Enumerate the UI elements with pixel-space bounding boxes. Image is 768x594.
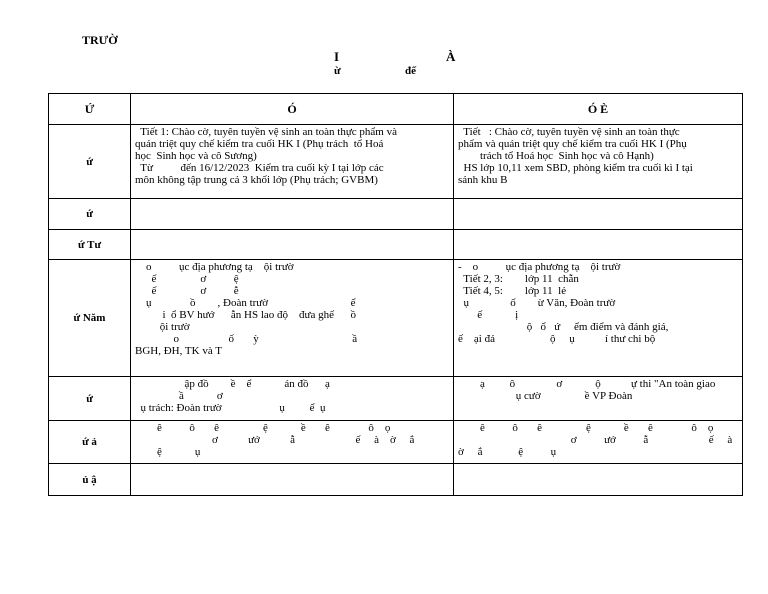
date-range-left: ừ xyxy=(334,65,341,77)
day-cell: ủ ậ xyxy=(49,464,131,496)
cell-line: ụ trách: Đoàn trườ ụ ể ụ xyxy=(135,402,326,414)
cell-line: ụ ồ , Đoàn trườ ể xyxy=(135,297,356,309)
cell-line: ội trườ xyxy=(135,321,190,333)
cell-line: i ổ BV hướ ẫn HS lao độ đưa ghế ồ xyxy=(135,309,357,321)
cell-line: ế ơ ễ xyxy=(135,285,239,297)
cell-line: ê ô ê ệ ề ê ô ọ xyxy=(458,422,714,434)
cell-line: ế ại đá ộ ụ í thư chi bộ xyxy=(458,333,656,345)
morning-cell xyxy=(131,377,454,421)
cell-line: Tiết 2, 3: lớp 11 chẵn xyxy=(458,273,579,285)
morning-cell xyxy=(131,260,454,377)
cell-line: ê ô ê ệ ề ê ô ọ xyxy=(135,422,391,434)
cell-line: ầ ơ xyxy=(135,390,223,402)
cell-line: ập đồ ề ể án đồ ạ xyxy=(135,378,330,390)
day-column-header: Ứ xyxy=(49,94,131,125)
cell-line: Tiết 4, 5: lớp 11 lẻ xyxy=(458,285,567,297)
cell-line: môn không tập trung cả 3 khối lớp (Phụ trách; GVBM) xyxy=(135,174,378,186)
cell-line: o ục địa phương tạ ội trườ xyxy=(135,261,294,273)
afternoon-cell xyxy=(454,421,743,464)
afternoon-cell xyxy=(454,377,743,421)
day-cell: ứ ả xyxy=(49,421,131,464)
document-title-right: À xyxy=(446,49,456,64)
table-row xyxy=(49,421,743,464)
table-row xyxy=(49,377,743,421)
table-header-row xyxy=(49,94,743,125)
afternoon-cell xyxy=(454,260,743,377)
cell-line: ệ ụ xyxy=(135,446,201,458)
cell-line: Từ đến 16/12/2023 Kiểm tra cuối kỳ I tại lớp các xyxy=(135,162,384,174)
morning-cell xyxy=(131,464,454,496)
table-row xyxy=(49,230,743,260)
day-cell: ứ xyxy=(49,125,131,199)
cell-line: trách tổ Hoá học Sinh học và cô Hạnh) xyxy=(458,150,654,162)
cell-line: ờ ắ ệ ụ xyxy=(458,446,557,458)
cell-line: ế ơ ệ xyxy=(135,273,239,285)
cell-line: sảnh khu B xyxy=(458,174,508,186)
weekly-schedule-table xyxy=(48,93,743,496)
table-row xyxy=(49,260,743,377)
afternoon-cell xyxy=(454,464,743,496)
afternoon-cell xyxy=(454,125,743,199)
afternoon-column-header: Ó È xyxy=(454,94,743,125)
table-row xyxy=(49,464,743,496)
cell-line: phẩm và quán triệt quy chế kiểm tra cuối HK I (Phụ xyxy=(458,138,687,150)
cell-line: BGH, ĐH, TK và T xyxy=(135,345,222,357)
morning-cell xyxy=(131,230,454,260)
day-cell: ứ xyxy=(49,199,131,230)
cell-line: ế ị xyxy=(458,309,519,321)
day-cell: ứ Tư xyxy=(49,230,131,260)
morning-column-header: Ó xyxy=(131,94,454,125)
cell-line: ơ ướ ẫ ế à ờ ắ xyxy=(135,434,415,446)
document-title-left: I xyxy=(334,49,340,64)
day-cell: ứ Năm xyxy=(49,260,131,377)
cell-line: quán triệt quy chế kiểm tra cuối HK I (Phụ trách tổ Hoá xyxy=(135,138,384,150)
afternoon-cell xyxy=(454,230,743,260)
morning-cell xyxy=(131,421,454,464)
morning-cell xyxy=(131,199,454,230)
table-row xyxy=(49,125,743,199)
cell-line: ạ ô ơ ộ ự thi "An toàn giao xyxy=(458,378,716,390)
cell-line: o ố ỳ ầ xyxy=(135,333,358,345)
cell-line: HS lớp 10,11 xem SBD, phòng kiểm tra cuối kì I tại xyxy=(458,162,693,174)
cell-line: học Sinh học và cô Sương) xyxy=(135,150,257,162)
morning-cell xyxy=(131,125,454,199)
table-row xyxy=(49,199,743,230)
cell-line: ụ cườ ề VP Đoàn xyxy=(458,390,633,402)
afternoon-cell xyxy=(454,199,743,230)
school-name: TRƯỜ xyxy=(82,33,118,47)
cell-line: ộ ổ ứ ểm điểm và đánh giá, xyxy=(458,321,669,333)
cell-line: ơ ướ ẫ ế à xyxy=(458,434,733,446)
cell-line: Tiết : Chào cờ, tuyên tuyền vệ sinh an toàn thực xyxy=(458,126,680,138)
cell-line: ụ ố ừ Văn, Đoàn trườ xyxy=(458,297,616,309)
date-range-right: đế xyxy=(405,65,416,77)
day-cell: ứ xyxy=(49,377,131,421)
cell-line: Tiết 1: Chào cờ, tuyên tuyền vệ sinh an toàn thực phẩm và xyxy=(135,126,397,138)
cell-line: - o ục địa phương tạ ội trườ xyxy=(458,261,621,273)
